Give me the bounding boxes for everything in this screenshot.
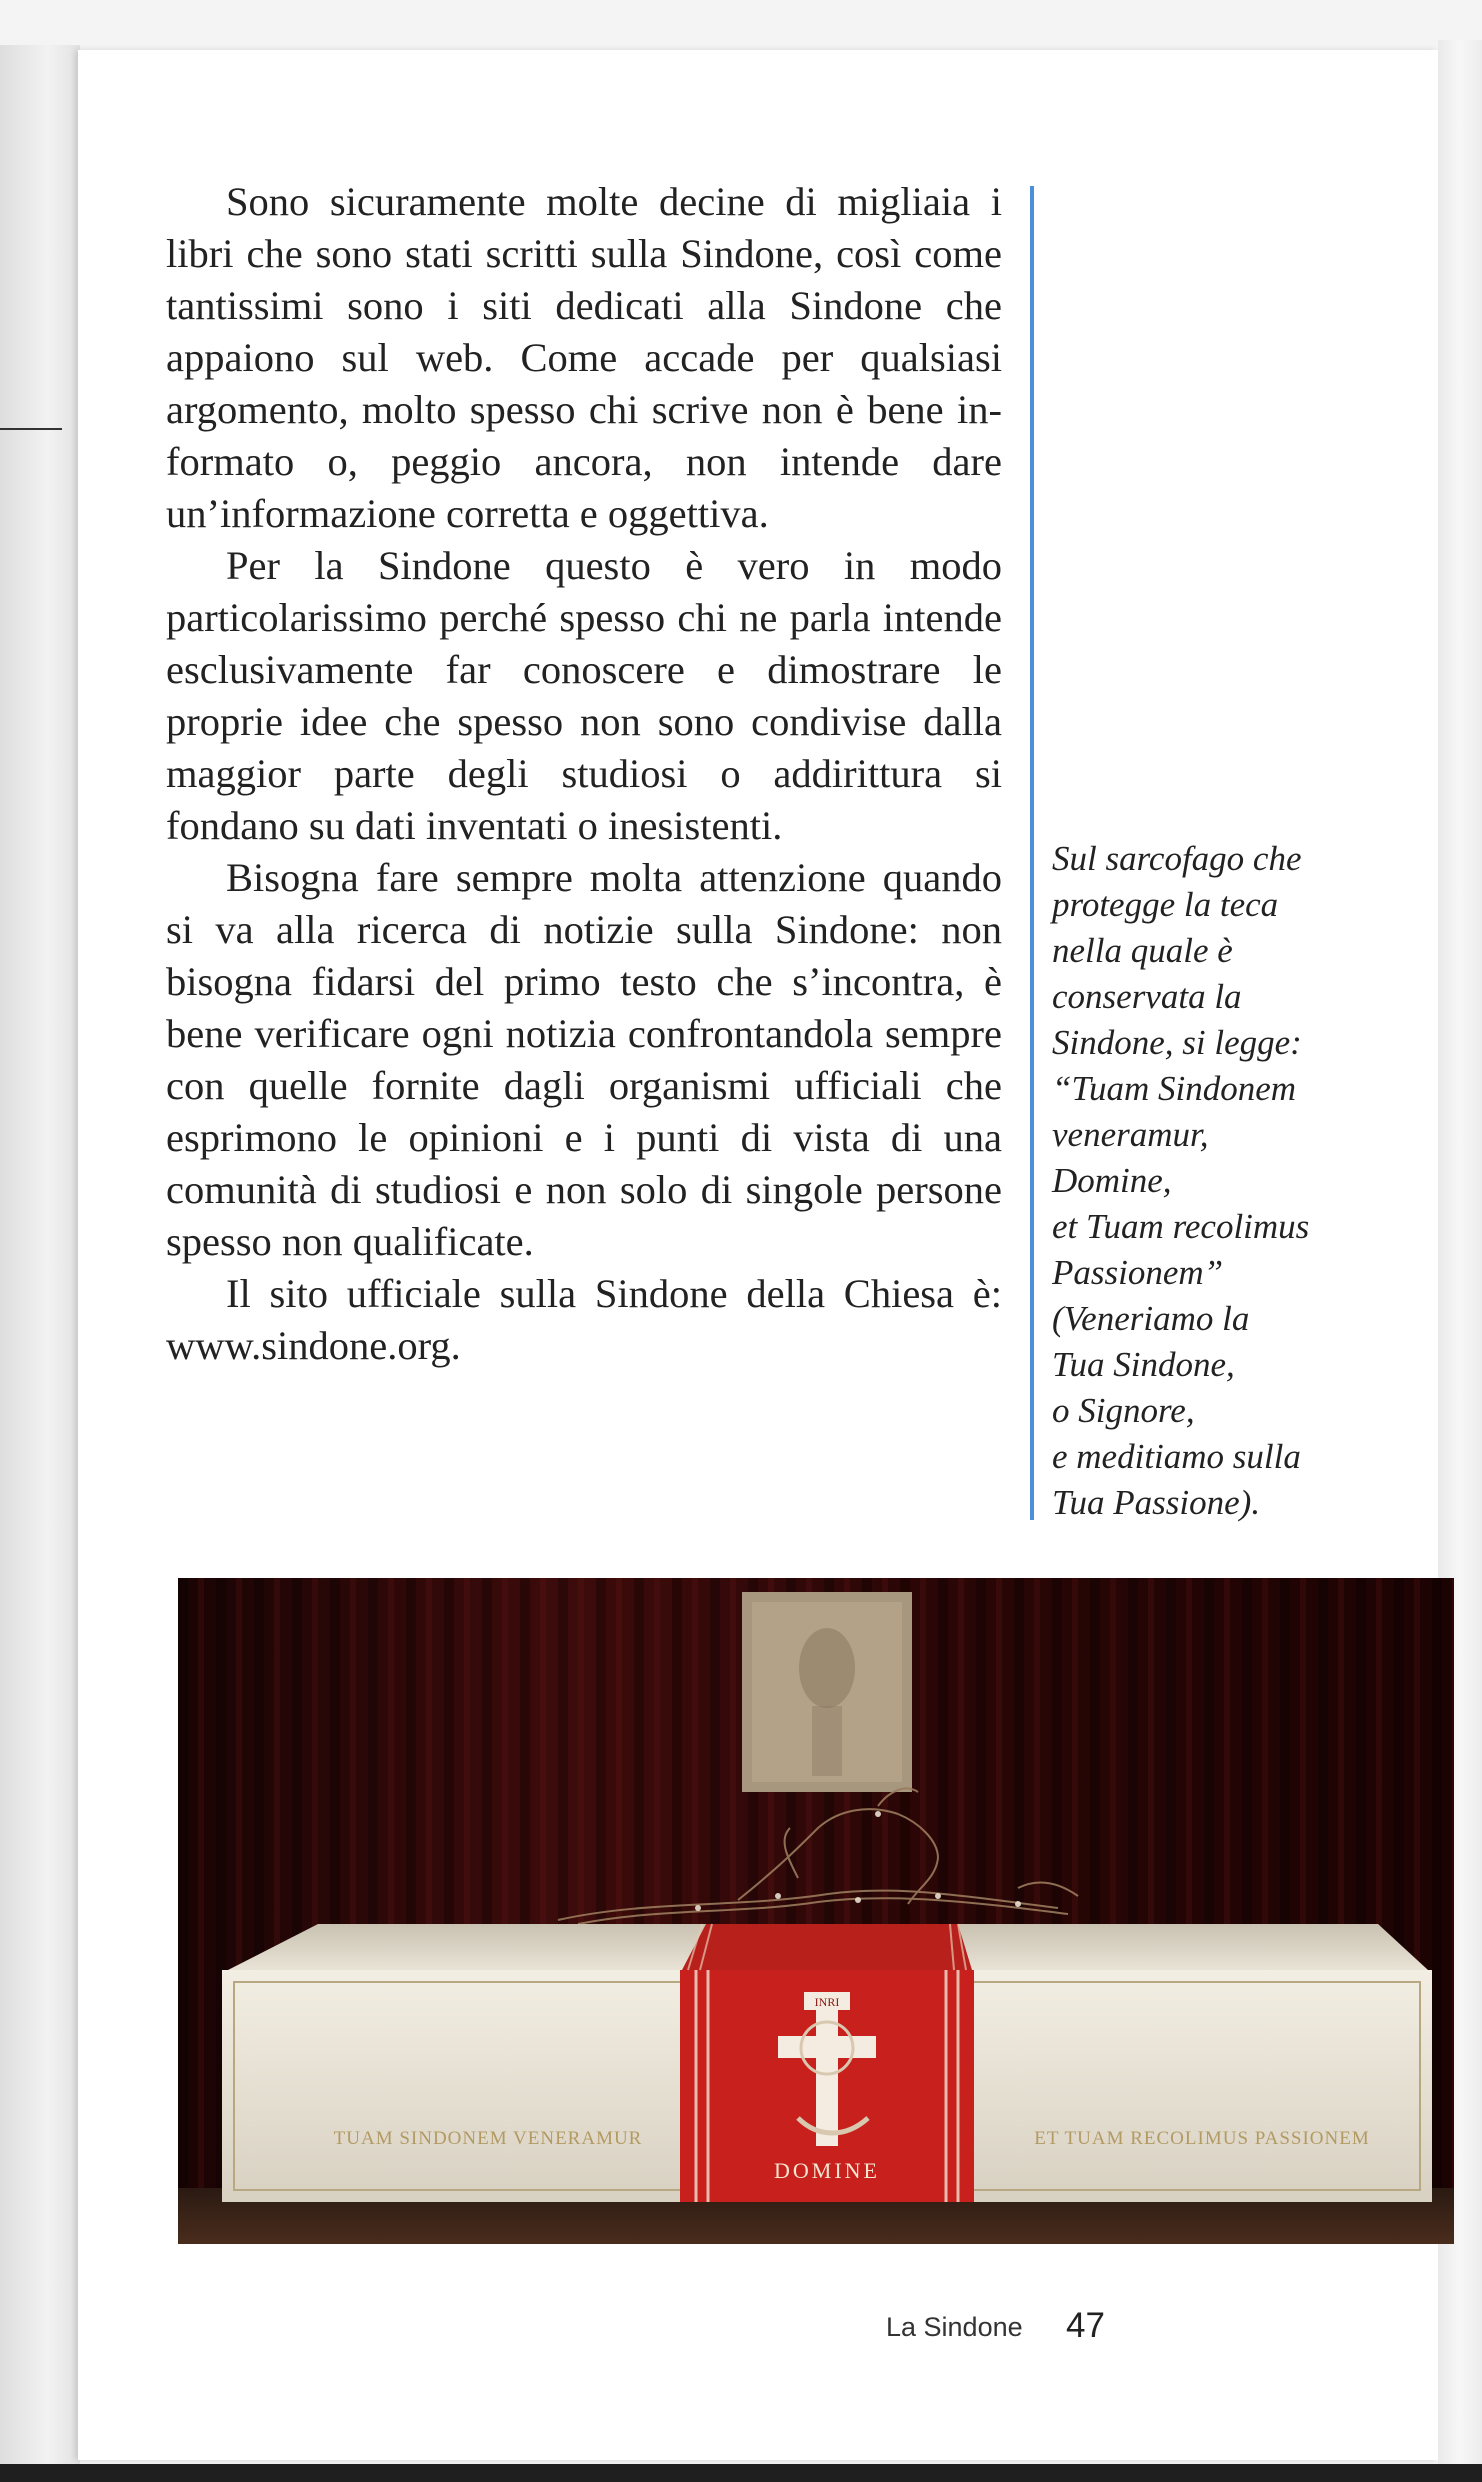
caption-line: o Signore, xyxy=(1052,1391,1195,1430)
left-inscription: TUAM SINDONEM VENERAMUR xyxy=(333,2128,643,2149)
caption-line: veneramur, xyxy=(1052,1115,1209,1154)
caption-line: Domine, xyxy=(1052,1161,1172,1200)
sarcophagus-photo xyxy=(178,1578,1454,2244)
caption-line: Sindone, si legge: xyxy=(1052,1023,1302,1062)
photo-caption xyxy=(1052,836,1382,1526)
caption-line: Sul sarcofago che xyxy=(1052,839,1302,878)
previous-page-rule xyxy=(0,428,62,430)
caption-line: Tua Passione). xyxy=(1052,1483,1261,1522)
scan-bottom-edge xyxy=(0,2464,1482,2482)
paragraph-4: Il sito ufficiale sulla Sindone della Chiesa è: www.sindone.org. xyxy=(166,1271,1002,1368)
caption-line: Passionem” xyxy=(1052,1253,1224,1292)
paragraph-2: Per la Sindone questo è vero in modo particolarissimo perché spesso chi ne parla intende esclusivamente far conoscere e dimostrare le proprie idee che spesso non sono condivise dalla maggior parte degli studiosi o addirittura si fondano su dati inventati o inesistenti. xyxy=(166,543,1002,848)
caption-line: (Veneriamo la xyxy=(1052,1299,1250,1338)
running-footer: La Sindone xyxy=(886,2312,1023,2342)
center-inscription: DOMINE xyxy=(774,2158,880,2183)
page-number: 47 xyxy=(1066,2306,1105,2345)
caption-line: Tua Sindone, xyxy=(1052,1345,1235,1384)
body-text xyxy=(166,176,1002,1372)
paragraph-3: Bisogna fare sempre molta attenzione quando si va alla ricerca di notizie sulla Sindone: non bisogna fidarsi del primo testo che s’incontra, è bene verificare ogni notizia confrontandola sempre con quelle fornite dagli organismi ufficiali che esprimono le opinioni e i punti di vista di una comunità di studiosi e non solo di singole persone spesso non qualificate. xyxy=(166,855,1002,1264)
red-runner-top xyxy=(682,1924,972,1970)
paragraph-1: Sono sicuramente molte decine di migliaia i libri che sono stati scritti sulla Sindone, così come tantissimi sono i siti dedicati alla Sindone che appaiono sul web. Come accade per qualsiasi argomento, molto spesso chi scrive non è bene informato o, peggio ancora, non intende dare un’informazione corretta e oggettiva. xyxy=(166,179,1002,536)
column-divider xyxy=(1030,186,1034,1520)
previous-page-edge xyxy=(0,45,80,2465)
caption-line: conservata la xyxy=(1052,977,1242,1016)
cross-label: INRI xyxy=(814,1995,840,2009)
caption-line: “Tuam Sindonem xyxy=(1052,1069,1297,1108)
caption-line: protegge la teca xyxy=(1052,885,1279,924)
right-inscription: ET TUAM RECOLIMUS PASSIONEM xyxy=(1034,2128,1370,2149)
caption-line: nella quale è xyxy=(1052,931,1233,970)
caption-line: e meditiamo sulla xyxy=(1052,1437,1301,1476)
caption-line: et Tuam recolimus xyxy=(1052,1207,1310,1246)
